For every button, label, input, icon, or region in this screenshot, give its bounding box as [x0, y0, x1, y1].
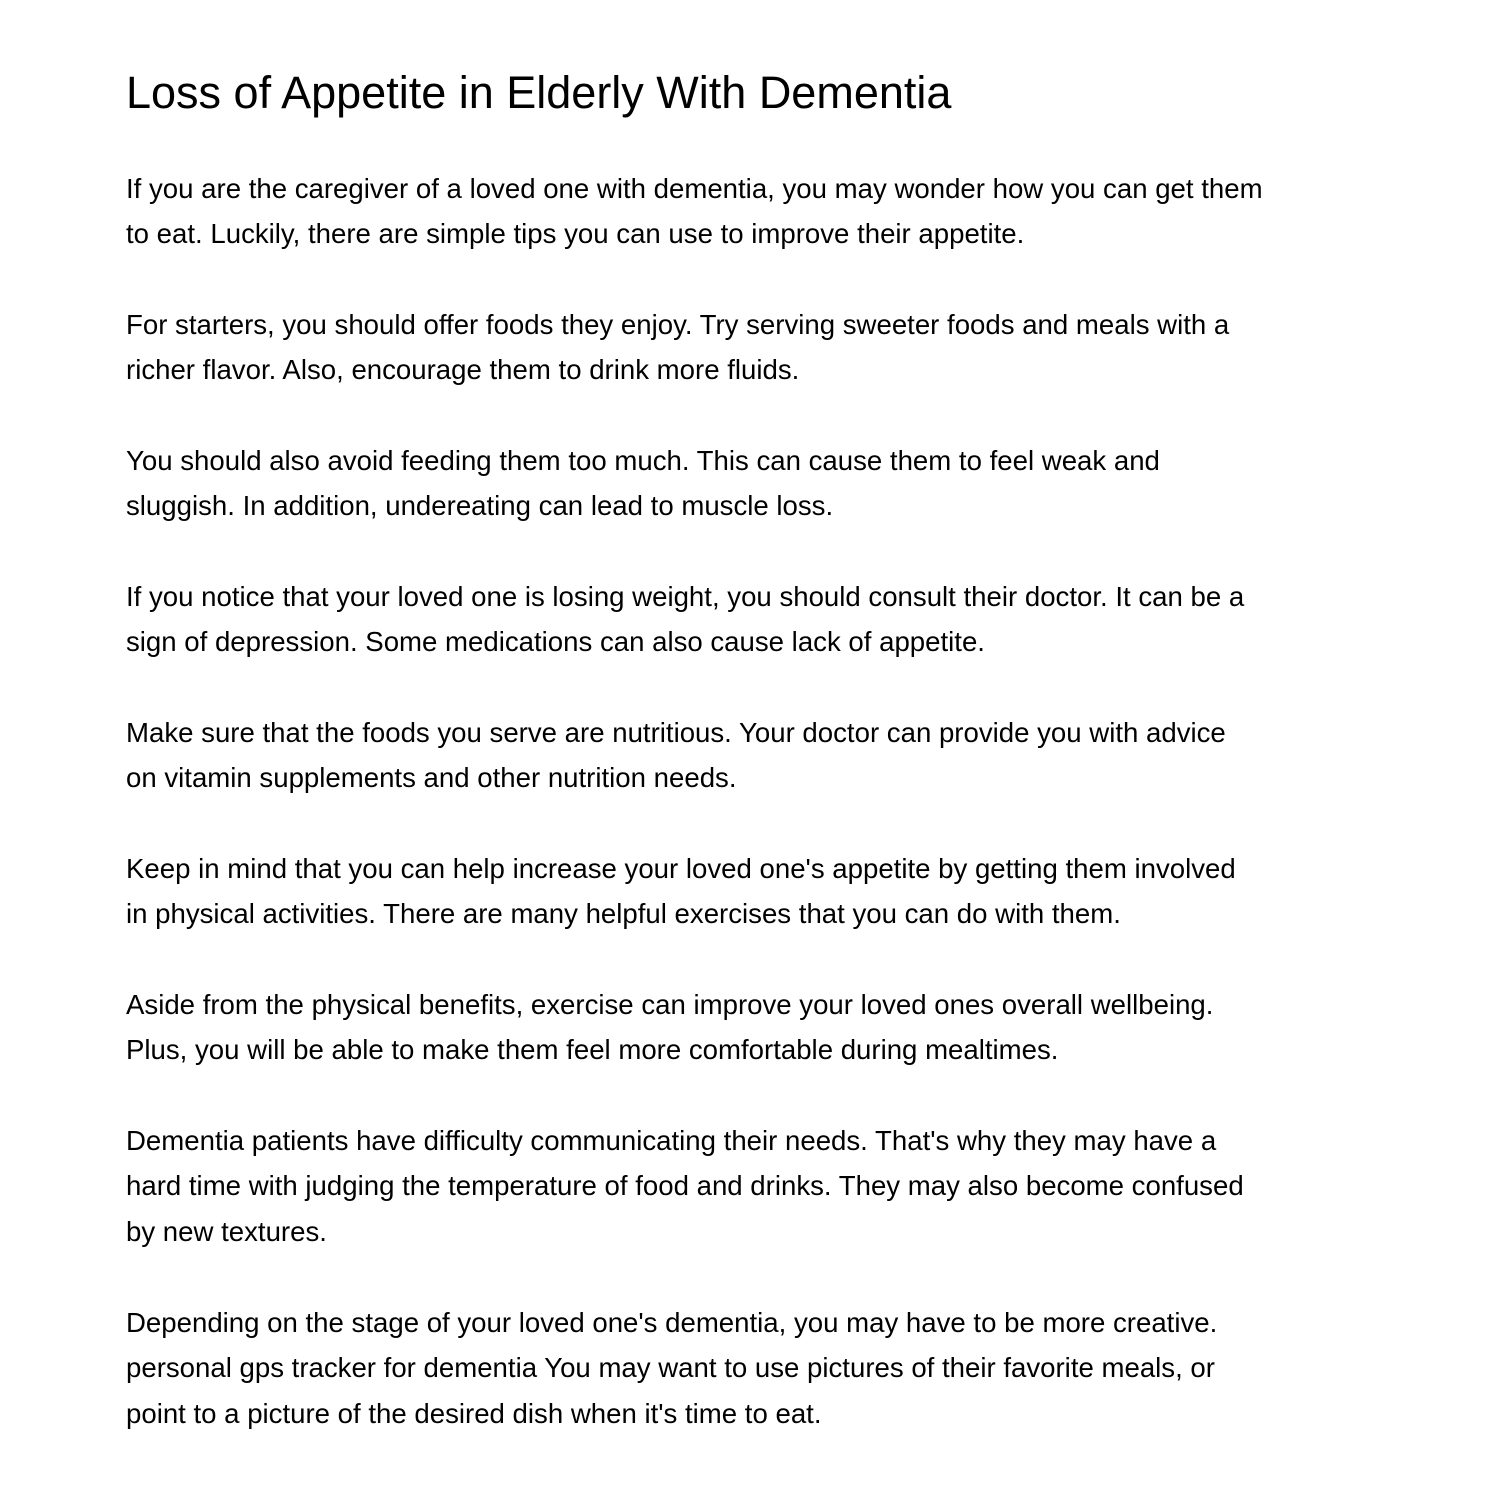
paragraph-line: Dementia patients have difficulty communicating their needs. That's why they may have a	[126, 1125, 1217, 1156]
paragraph-line: personal gps tracker for dementia You may want to use pictures of their favorite meals, or	[126, 1352, 1215, 1384]
paragraph-4	[126, 574, 1244, 665]
paragraph-line: to eat. Luckily, there are simple tips you can use to improve their appetite.	[126, 218, 1025, 250]
paragraph-3	[126, 438, 1160, 529]
paragraph-line: sign of depression. Some medications can also cause lack of appetite.	[126, 626, 985, 658]
paragraph-line: in physical activities. There are many helpful exercises that you can do with them.	[126, 898, 1121, 930]
paragraph-7	[126, 982, 1213, 1073]
paragraph-line: hard time with judging the temperature of food and drinks. They may also become confused	[126, 1170, 1244, 1202]
paragraph-line: richer flavor. Also, encourage them to drink more fluids.	[126, 354, 800, 386]
paragraph-6	[126, 846, 1236, 937]
paragraph-line: Make sure that the foods you serve are nutritious. Your doctor can provide you with advice	[126, 717, 1226, 748]
paragraph-5	[126, 710, 1226, 801]
paragraph-line: Plus, you will be able to make them feel more comfortable during mealtimes.	[126, 1034, 1059, 1066]
paragraph-line: You should also avoid feeding them too much. This can cause them to feel weak and	[126, 445, 1160, 476]
paragraph-line: If you are the caregiver of a loved one with dementia, you may wonder how you can get them	[126, 173, 1263, 204]
paragraph-9	[126, 1300, 1217, 1436]
paragraph-1	[126, 166, 1263, 257]
paragraph-line: point to a picture of the desired dish when it's time to eat.	[126, 1397, 822, 1429]
paragraph-line: For starters, you should offer foods they enjoy. Try serving sweeter foods and meals with a	[126, 309, 1230, 340]
paragraph-2	[126, 302, 1229, 393]
paragraph-line: Keep in mind that you can help increase your loved one's appetite by getting them involved	[126, 853, 1236, 884]
page-title: Loss of Appetite in Elderly With Dementia	[126, 67, 952, 118]
paragraph-line: sluggish. In addition, undereating can lead to muscle loss.	[126, 490, 834, 522]
paragraph-line: Aside from the physical benefits, exercise can improve your loved ones overall wellbeing.	[126, 989, 1214, 1020]
paragraph-line: Depending on the stage of your loved one's dementia, you may have to be more creative.	[126, 1307, 1218, 1338]
paragraph-line: If you notice that your loved one is losing weight, you should consult their doctor. It can be a	[126, 581, 1245, 612]
paragraph-line: by new textures.	[126, 1215, 327, 1247]
paragraph-line: on vitamin supplements and other nutrition needs.	[126, 762, 737, 794]
paragraph-8	[126, 1118, 1244, 1254]
